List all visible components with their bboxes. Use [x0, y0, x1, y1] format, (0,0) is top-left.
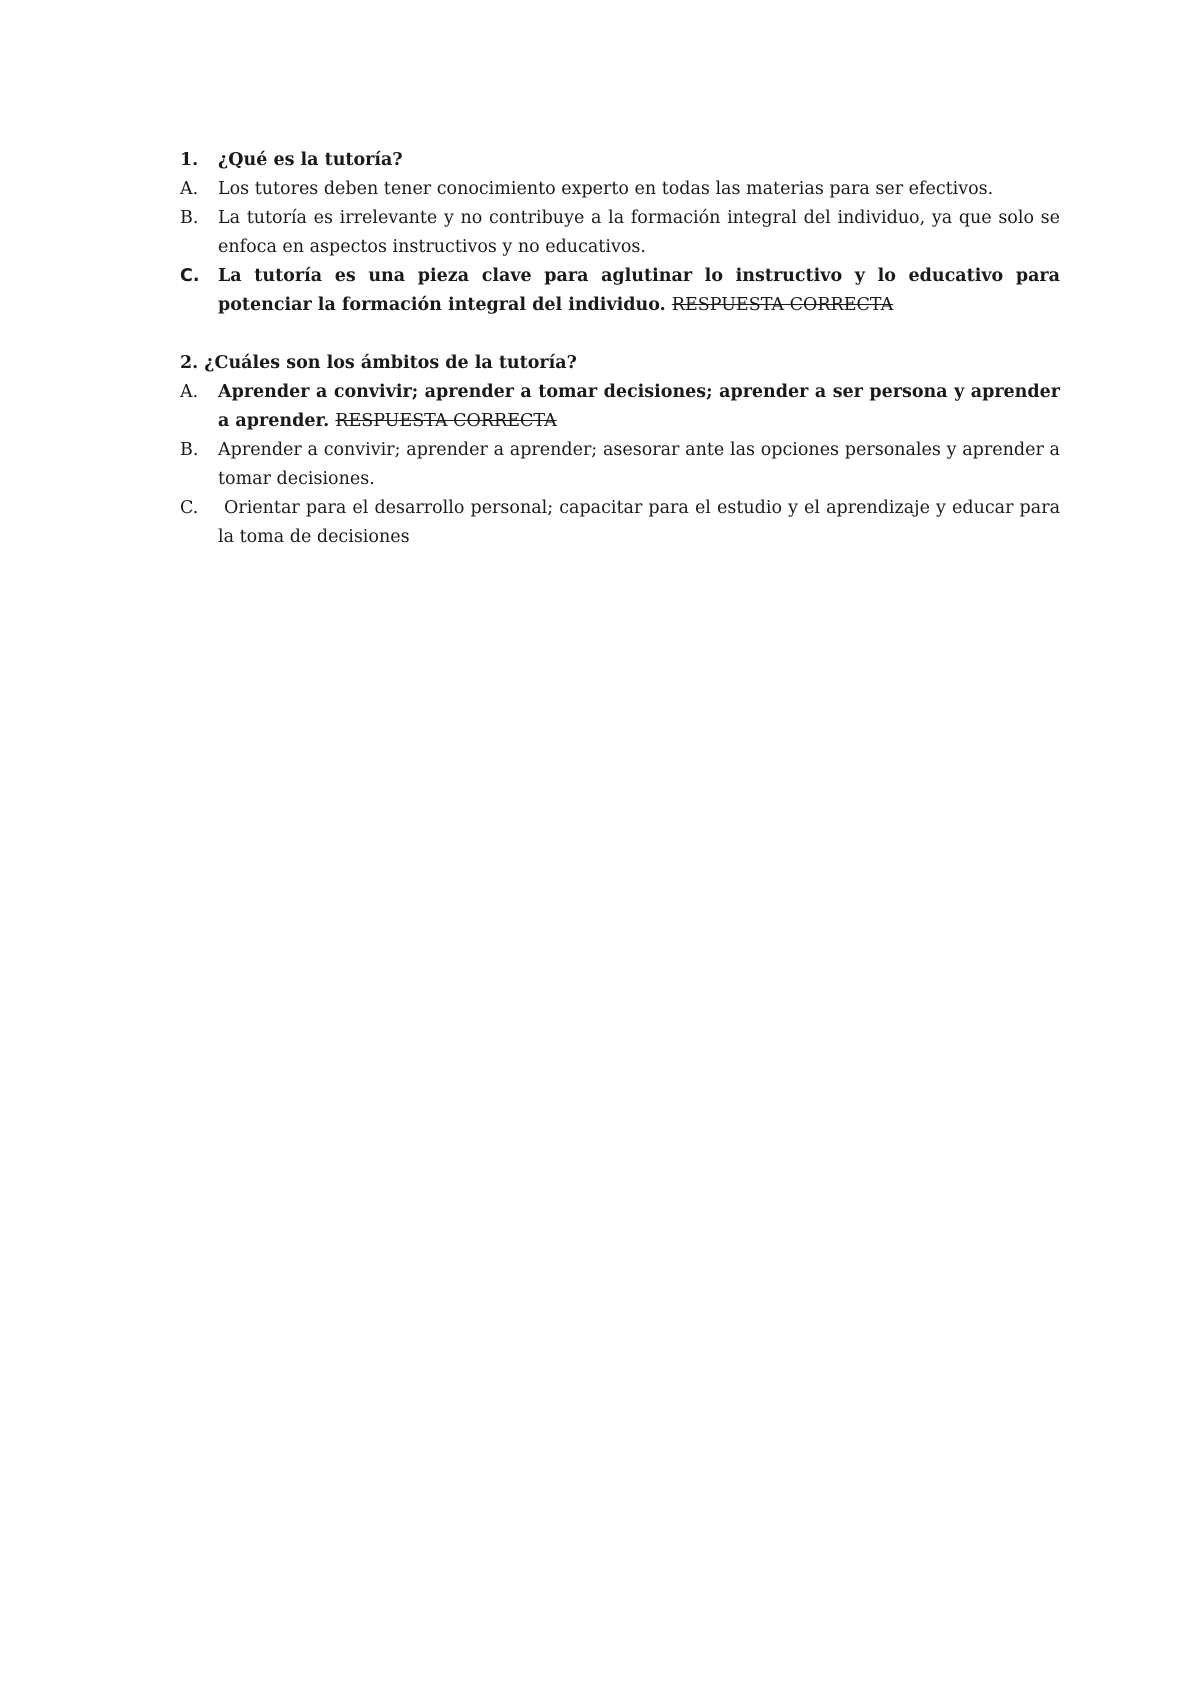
question-text: ¿Qué es la tutoría?	[218, 150, 403, 170]
option-text: Aprender a convivir; aprender a tomar decisiones; aprender a ser persona y aprender a aprender.	[218, 382, 1060, 431]
option-text: Los tutores deben tener conocimiento experto en todas las materias para ser efectivos.	[218, 179, 994, 199]
option-text-wrapper	[218, 262, 1060, 320]
option-1b	[180, 204, 1060, 262]
correct-answer-mark: RESPUESTA CORRECTA	[671, 295, 894, 315]
option-letter: B.	[180, 208, 199, 228]
option-1c	[180, 262, 1060, 320]
option-2a	[180, 378, 1060, 436]
option-2b	[180, 436, 1060, 494]
option-text: Aprender a convivir; aprender a aprender; asesorar ante las opciones personales y aprender a tomar decisiones.	[218, 440, 1060, 489]
question-text: ¿Cuáles son los ámbitos de la tutoría?	[204, 353, 577, 373]
option-text: Orientar para el desarrollo personal; capacitar para el estudio y el aprendizaje y educar para la toma de decisiones	[218, 498, 1060, 547]
option-letter: C.	[180, 266, 200, 286]
document-body	[180, 146, 1060, 552]
option-2c	[180, 494, 1060, 552]
spacer	[180, 320, 1060, 349]
option-letter: B.	[180, 440, 199, 460]
option-text: La tutoría es irrelevante y no contribuye a la formación integral del individuo, ya que solo se enfoca en aspectos instructivos y no educativos.	[218, 208, 1060, 257]
option-text: La tutoría es una pieza clave para aglutinar lo instructivo y lo educativo para potenciar la formación integral del individuo.	[218, 266, 1060, 315]
question-2	[180, 349, 1060, 378]
option-text-wrapper	[218, 378, 1060, 436]
question-number: 2.	[180, 353, 199, 373]
option-letter: A.	[180, 179, 199, 199]
option-letter: C.	[180, 498, 199, 518]
option-1a	[180, 175, 1060, 204]
option-letter: A.	[180, 382, 199, 402]
correct-answer-mark: RESPUESTA CORRECTA	[335, 411, 557, 431]
question-1	[180, 146, 1060, 175]
question-number: 1.	[180, 150, 199, 170]
